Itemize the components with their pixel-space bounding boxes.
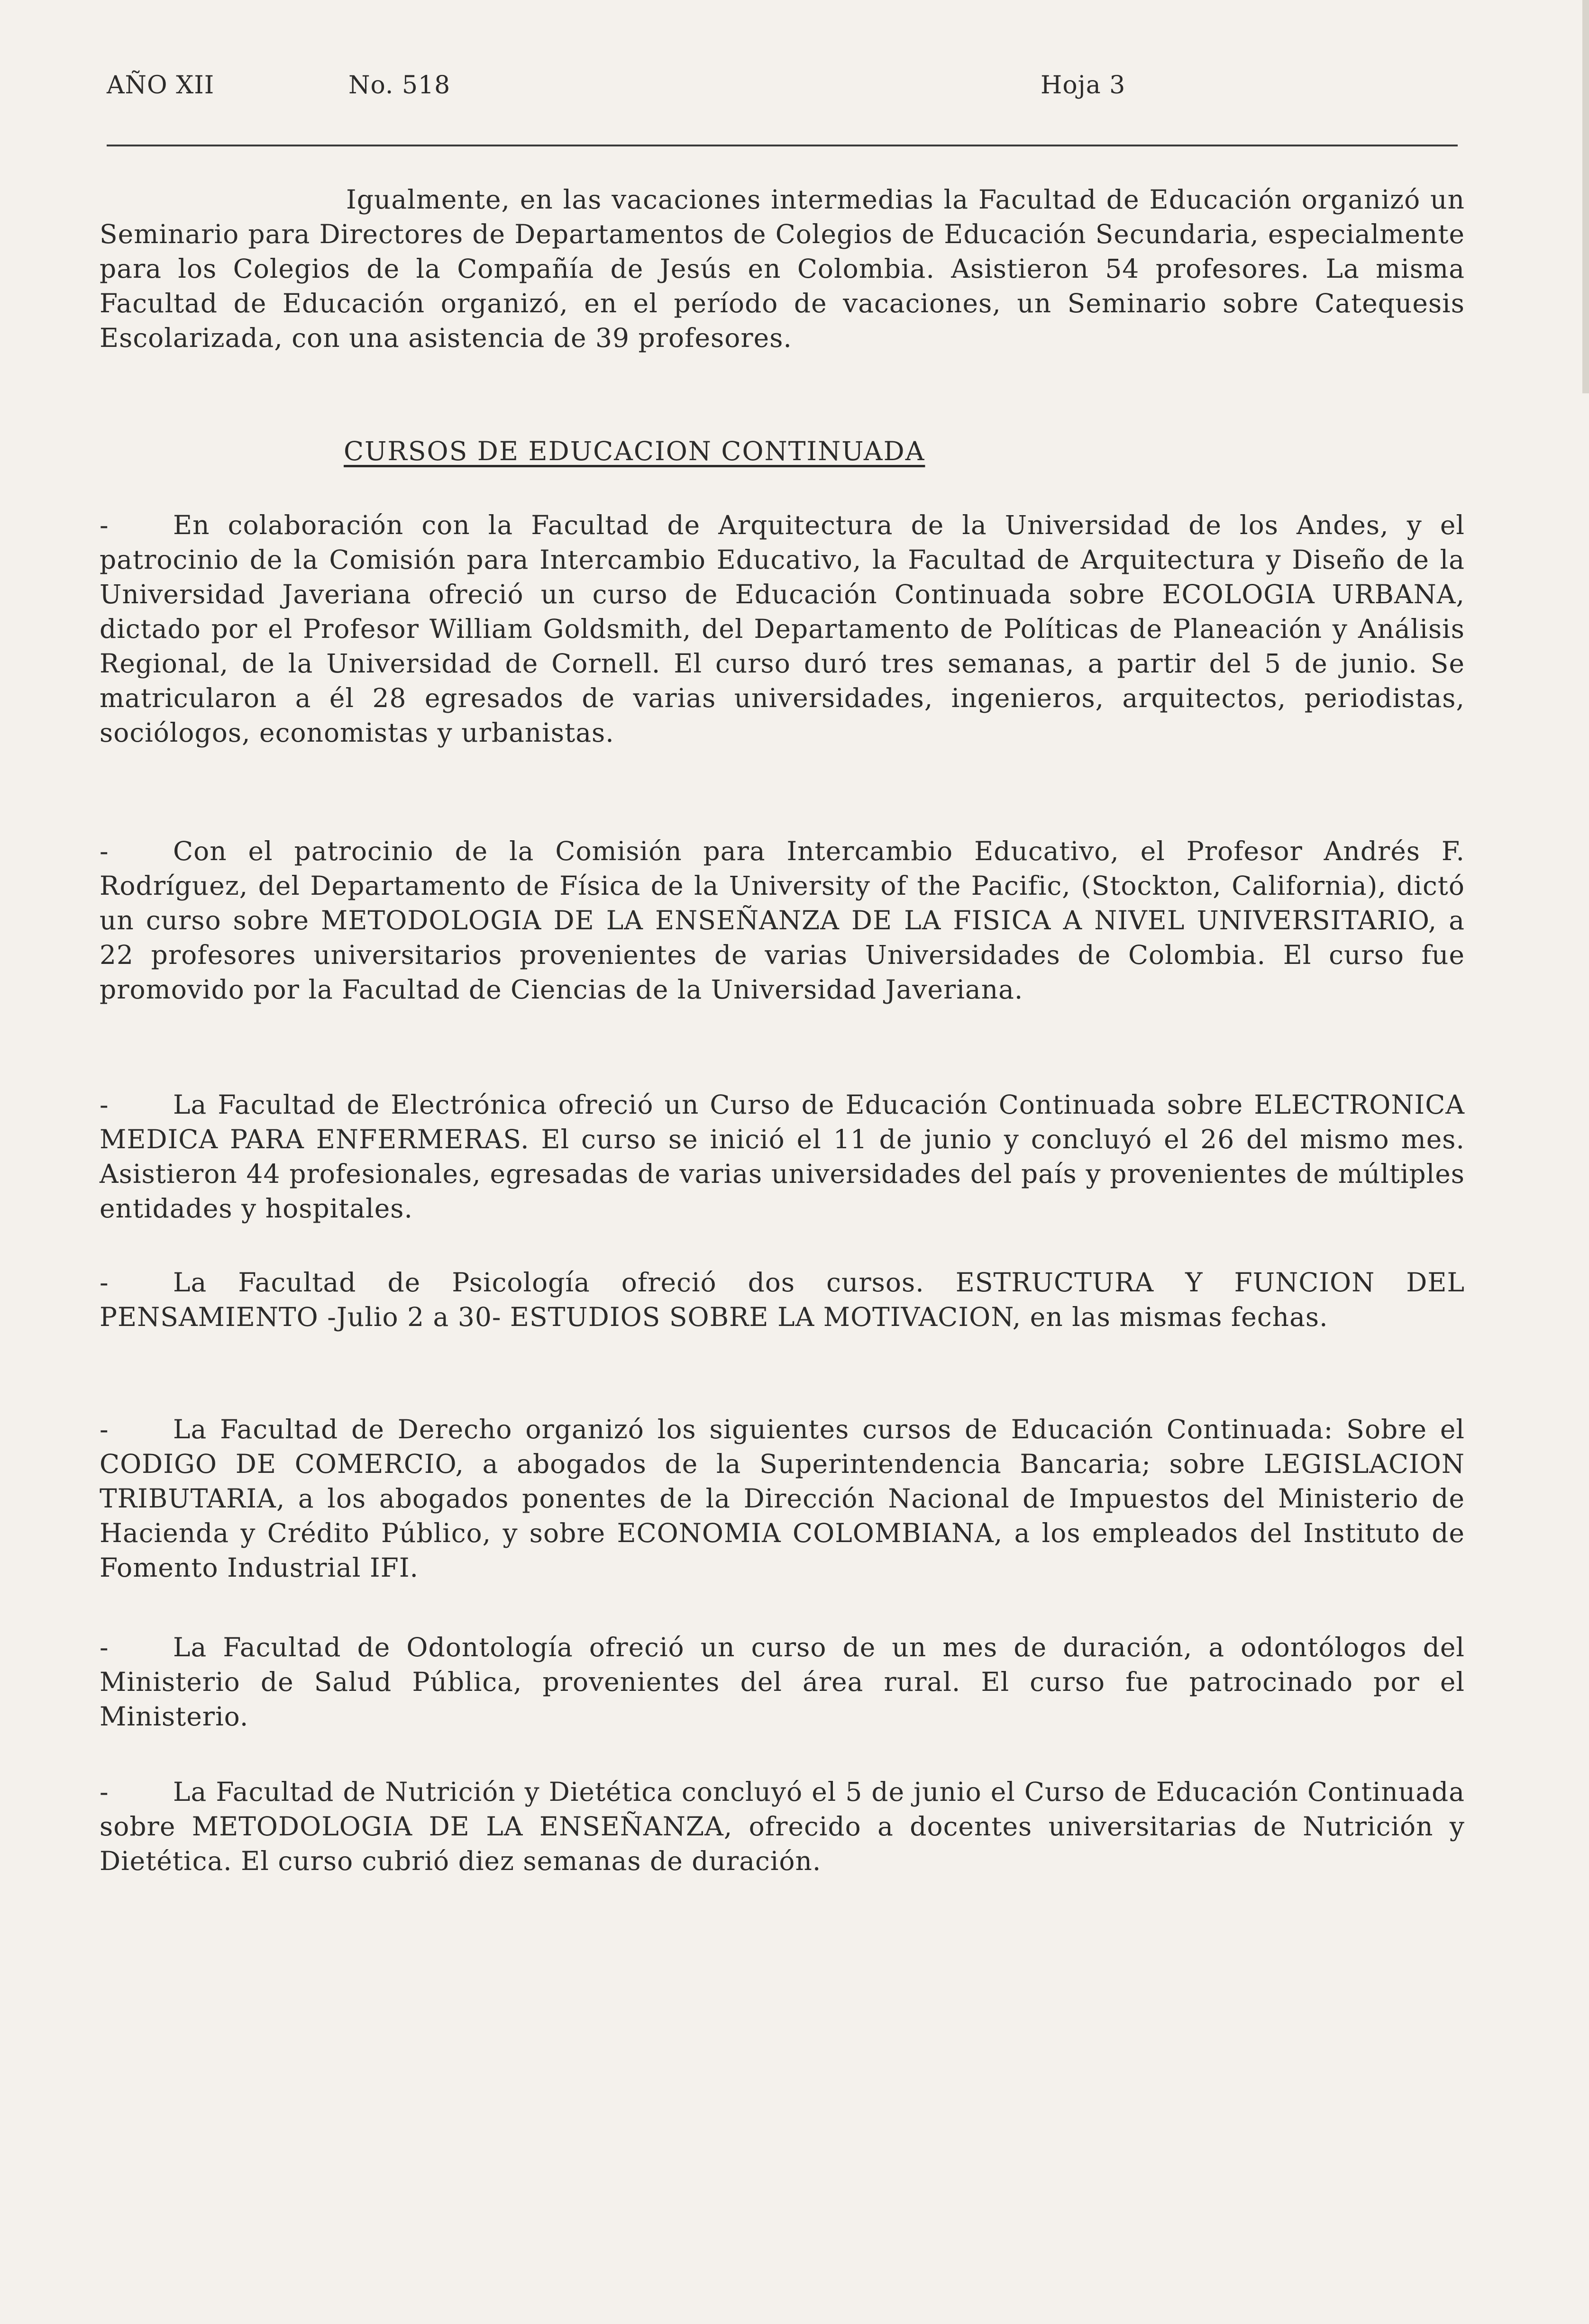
list-item (100, 1265, 1465, 1334)
list-dash: - (100, 1777, 109, 1807)
list-item-text: La Facultad de Derecho organizó los siguientes cursos de Educación Continuada: Sobre el CODIGO DE COMERCIO, a abogados de la Superintendencia Bancaria; sobre LEGISLACION TRIBUTARIA, a los abogados ponentes de la Dirección Nacional de Impuestos del Ministerio de Hacienda y Crédito Público, y sobre ECONOMIA COLOMBIANA, a los empleados del Instituto de Fomento Industrial IFI. (100, 1414, 1465, 1583)
list-dash: - (100, 836, 109, 866)
list-item (100, 1088, 1465, 1226)
list-dash: - (100, 1632, 109, 1662)
list-dash: - (100, 1089, 109, 1120)
list-item-text: La Facultad de Electrónica ofreció un Curso de Educación Continuada sobre ELECTRONICA MEDICA PARA ENFERMERAS. El curso se inició el 11 de junio y concluyó el 26 del mismo mes. Asistieron 44 profesionales, egresadas de varias universidades del país y provenientes de múltiples entidades y hospitales. (100, 1089, 1465, 1224)
section-heading: CURSOS DE EDUCACION CONTINUADA (344, 436, 925, 466)
list-dash: - (100, 1414, 109, 1444)
header-sheet: Hoja 3 (1041, 71, 1126, 100)
list-item-text: La Facultad de Nutrición y Dietética concluyó el 5 de junio el Curso de Educación Continuada sobre METODOLOGIA DE LA ENSEÑANZA, ofrecido a docentes universitarias de Nutrición y Dietética. El curso cubrió diez semanas de duración. (100, 1777, 1465, 1876)
list-item (100, 508, 1465, 750)
list-item (100, 1630, 1465, 1734)
list-item-text: Con el patrocinio de la Comisión para Intercambio Educativo, el Profesor Andrés F. Rodríguez, del Departamento de Física de la University of the Pacific, (Stockton, California), dictó un curso sobre METODOLOGIA DE LA ENSEÑANZA DE LA FISICA A NIVEL UNIVERSITARIO, a 22 profesores universitarios provenientes de varias Universidades de Colombia. El curso fue promovido por la Facultad de Ciencias de la Universidad Javeriana. (100, 836, 1465, 1005)
list-item (100, 834, 1465, 1007)
list-item (100, 1775, 1465, 1879)
list-dash: - (100, 510, 109, 540)
list-dash: - (100, 1267, 109, 1298)
list-item-text: La Facultad de Psicología ofreció dos cursos. ESTRUCTURA Y FUNCION DEL PENSAMIENTO -Julio 2 a 30- ESTUDIOS SOBRE LA MOTIVACION, en las mismas fechas. (100, 1267, 1465, 1332)
page-edge-shadow (1582, 0, 1589, 393)
header-rule (107, 145, 1458, 146)
list-item-text: La Facultad de Odontología ofreció un curso de un mes de duración, a odontólogos del Ministerio de Salud Pública, provenientes del área rural. El curso fue patrocinado por el Ministerio. (100, 1632, 1465, 1732)
header-year: AÑO XII (107, 71, 215, 100)
list-item-text: En colaboración con la Facultad de Arquitectura de la Universidad de los Andes, y el patrocinio de la Comisión para Intercambio Educativo, la Facultad de Arquitectura y Diseño de la Universidad Javeriana ofreció un curso de Educación Continuada sobre ECOLOGIA URBANA, dictado por el Profesor William Goldsmith, del Departamento de Políticas de Planeación y Análisis Regional, de la Universidad de Cornell. El curso duró tres semanas, a partir del 5 de junio. Se matricularon a él 28 egresados de varias universidades, ingenieros, arquitectos, periodistas, sociólogos, economistas y urbanistas. (100, 510, 1465, 748)
page-header (107, 71, 1458, 114)
header-issue-number: No. 518 (348, 71, 451, 100)
list-item (100, 1412, 1465, 1585)
intro-paragraph (100, 182, 1465, 355)
intro-text: Igualmente, en las vacaciones intermedias la Facultad de Educación organizó un Seminario para Directores de Departamentos de Colegios de Educación Secundaria, especialmente para los Colegios de la Compañía de Jesús en Colombia. Asistieron 54 profesores. La misma Facultad de Educación organizó, en el período de vacaciones, un Seminario sobre Catequesis Escolarizada, con una asistencia de 39 profesores. (100, 184, 1465, 353)
